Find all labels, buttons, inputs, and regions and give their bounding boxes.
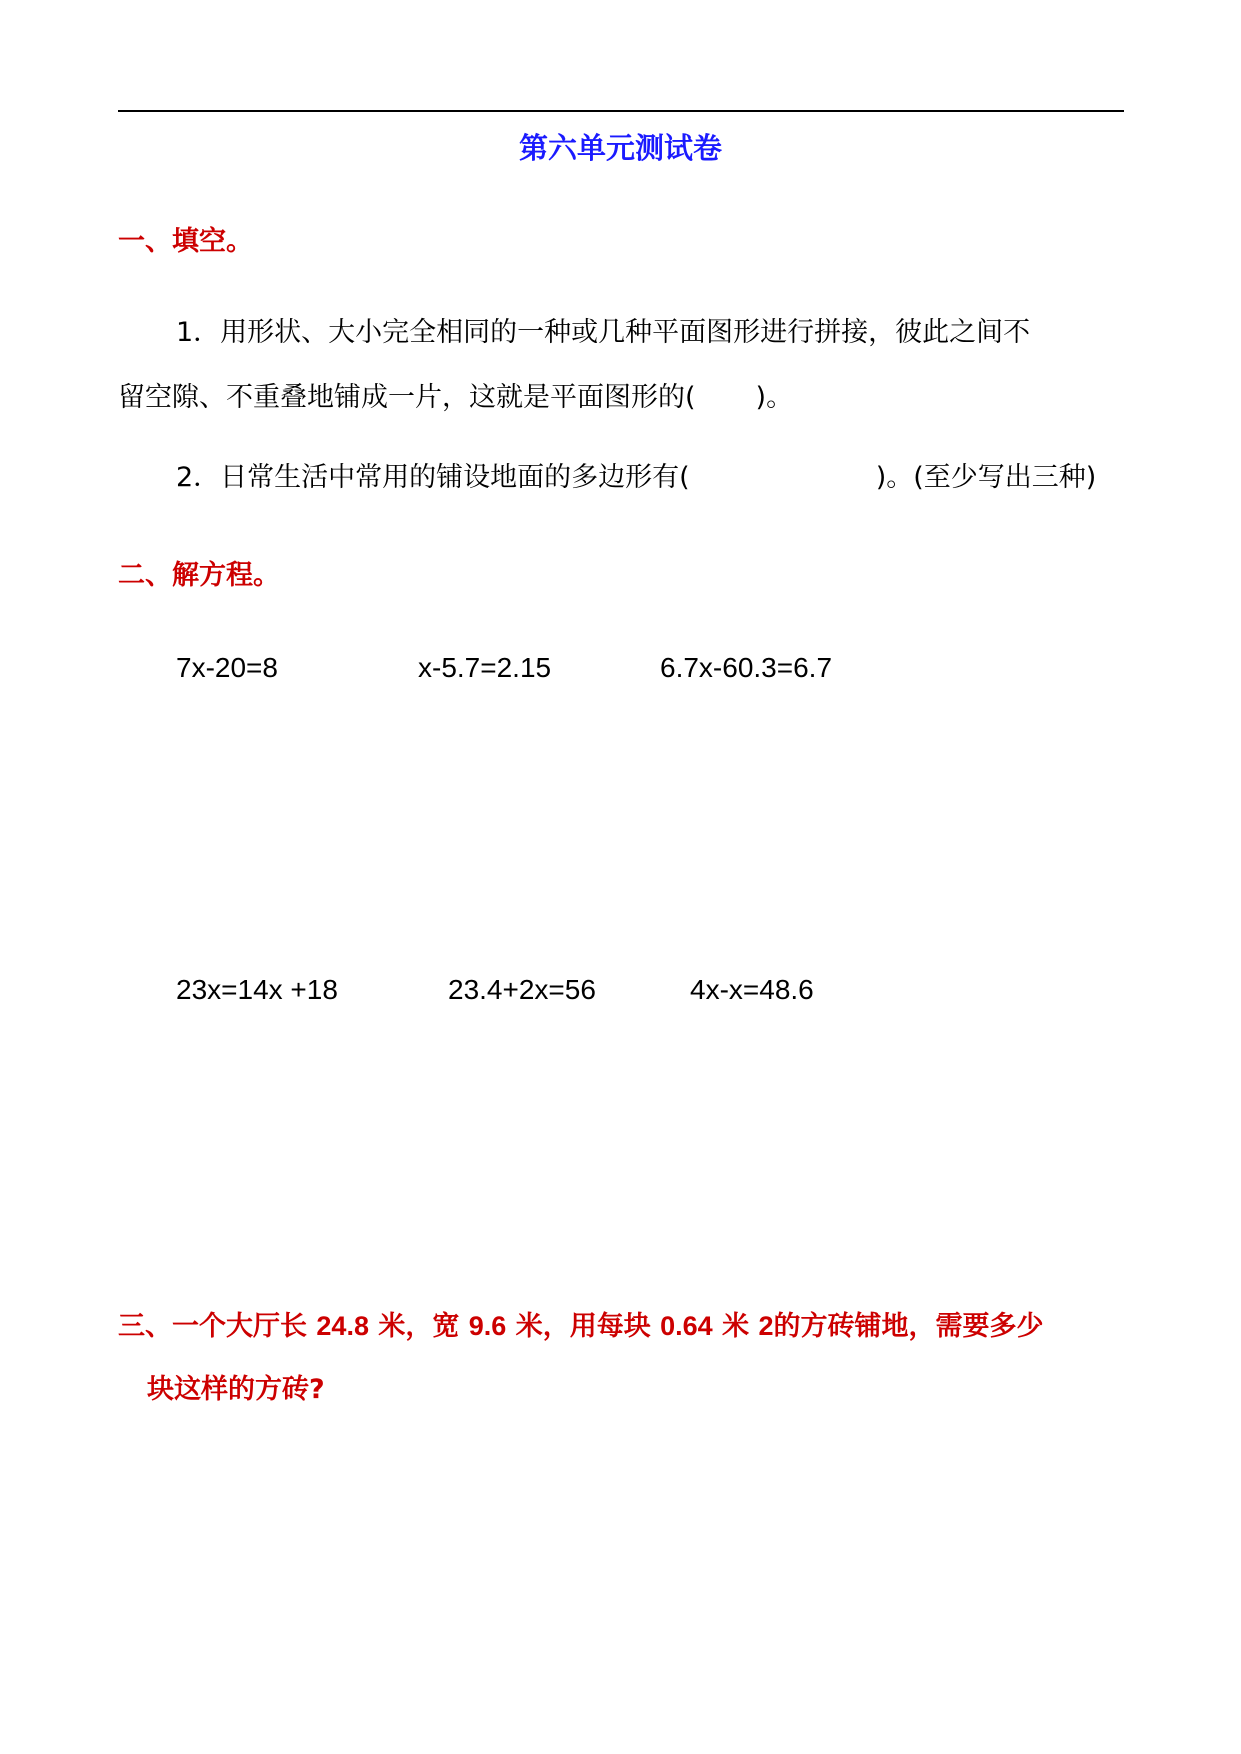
equation: x-5.7=2.15 [418,652,552,683]
hall-width-value: 9.6 [468,1311,507,1341]
question-2-text-before-blank: 2．日常生活中常用的铺设地面的多边形有( [176,462,690,493]
equation: 4x-x=48.6 [690,974,814,1005]
tile-area-exponent: 2 [758,1311,774,1341]
question-1-text-before-blank: 留空隙、不重叠地铺成一片，这就是平面图形的( [118,382,696,413]
question-2-line [176,458,1096,498]
hall-length-value: 24.8 [316,1311,369,1341]
word-problem-text: 的方砖铺地，需要多少 [773,1311,1044,1342]
tile-area-value: 0.64 [660,1311,713,1341]
equation: 7x-20=8 [176,652,278,683]
equation: 6.7x-60.3=6.7 [660,652,833,683]
question-1-text-after-blank: )。 [755,382,794,413]
word-problem-text: 米，用每块 [515,1311,651,1342]
word-problem-line-1 [118,1306,1044,1347]
question-1-line-1: 1．用形状、大小完全相同的一种或几种平面图形进行拼接，彼此之间不 [176,317,1031,348]
word-problem-text: 三、一个大厅长 [118,1311,307,1342]
section-heading-fill-blank: 一、填空。 [118,226,253,257]
word-problem-text: 米，宽 [378,1311,460,1342]
word-problem-text: 米 [722,1311,750,1342]
question-1-line-2 [118,378,793,418]
question-2-text-after-blank: )。(至少写出三种) [875,462,1097,493]
word-problem-line-2: 块这样的方砖? [147,1374,325,1405]
equation: 23.4+2x=56 [448,974,596,1005]
equation: 23x=14x +18 [176,974,338,1005]
section-heading-solve-equations: 二、解方程。 [118,560,280,591]
header-rule [118,110,1124,112]
page-title: 第六单元测试卷 [518,131,722,165]
